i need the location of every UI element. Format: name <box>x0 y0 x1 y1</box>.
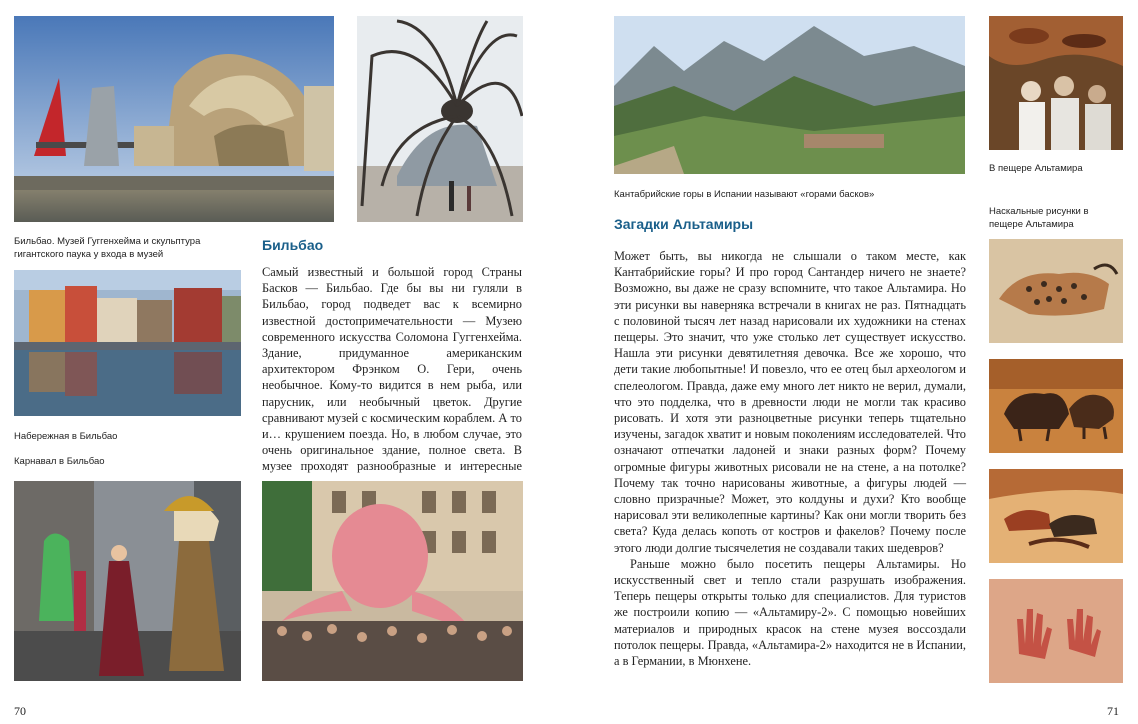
spider-sculpture-photo <box>357 16 523 222</box>
rock-painting-hands-photo <box>989 579 1123 683</box>
carnival-photo <box>14 481 241 681</box>
bilbao-paragraph-text: Самый известный и большой город Страны Басков — Бильбао. Где бы вы ни гуляли в Бильбао, город подведет вас к всемирно известной достопримечательности — Музею современного искусства Соломона Гуггенхейма. Здание, придуманное американским архитектором Фрэнком О. Гери, очень необычное. Кому-то видится в нем рыба, или парусник, или необычный цветок. Другие сравнивают музей с космическим кораблем. А то и… крушением поезда. Но, в любом случае, это очень оригинальное здание, полное света. В музее проходят разнообразные и интересные <box>262 265 522 474</box>
cantabrian-mountains-photo <box>614 16 965 174</box>
rock-paintings-caption: Наскальные рисунки в пещере Альтамира <box>989 206 1089 230</box>
guggenheim-caption: Бильбао. Музей Гуггенхейма и скульптура гигантского паука у входа в музей <box>14 236 201 260</box>
embankment-photo <box>14 270 241 416</box>
carnival-caption: Карнавал в Бильбао <box>14 456 105 467</box>
altamira-cave-visitors-photo <box>989 16 1123 150</box>
embankment-caption: Набережная в Бильбао <box>14 431 118 442</box>
altamira-paragraph-1: Может быть, вы никогда не слышали о таком месте, как Кантабрийские горы? И про город Сантандер ничего не знаете? Возможно, вы даже не сразу вспомните, что такое Альтамира. Но эти рисунки вы наверняка встречали в книгах не раз. Пятнадцать с половиной тысяч лет назад нарисовали их художники на стенах пещеры. Это значит, что уже столько лет существует искусство. Нашла эти рисунки девятилетняя девочка. Все же хорошо, что дети такие любопытные! И повезло, что ее отец был археологом и спелеологом. Правда, даже ему много лет никто не верил, думали, что это подделка, что в древности люди не могли так красиво рисовать. И хотя эти разноцветные рисунки теперь тщательно изучены, загадок хватит и новым поколениям исследователей. Что означают отпечатки ладоней и знаки разных форм? Почему огромные фигуры животных рисовали не на стене, а на потолке? Почему так точно нарисованы животные, а фигуры людей — словно призрачные? Может, это колдуны и духи? Кто вообще нарисовал эти великолепные картины? Как они могли творить без света? Куда делась копоть от костров и факелов? Почему после этого люди долгие тысячелетия не создавали таких шедевров? <box>614 249 966 555</box>
rock-painting-animals-photo <box>989 469 1123 563</box>
cave-caption: В пещере Альтамира <box>989 163 1083 174</box>
altamira-paragraph-2: Раньше можно было посетить пещеры Альтамиры. Но искусственный свет и тепло стали разрушать изображения. Теперь пещеры открыты только для специалистов. Для туристов же построили копию — «Альтамиру-2». С помощью новейших материалов и природных красок на стене музея воссоздали потолок пещеры. Правда, «Альтамира-2» находится не в Испании, а в Германии, в Мюнхене. <box>614 556 966 669</box>
guggenheim-museum-photo <box>14 16 334 222</box>
octopus-parade-photo <box>262 481 523 681</box>
left-page-number: 70 <box>14 704 26 718</box>
rock-painting-horse-photo <box>989 239 1123 343</box>
rock-painting-bison-photo <box>989 359 1123 453</box>
altamira-text <box>614 248 966 669</box>
right-page-number: 71 <box>1107 704 1119 718</box>
bilbao-section-title: Бильбао <box>262 237 324 253</box>
bilbao-paragraph <box>262 264 522 491</box>
altamira-section-title: Загадки Альтамиры <box>614 216 754 232</box>
mountains-caption: Кантабрийские горы в Испании называют «горами басков» <box>614 189 875 200</box>
